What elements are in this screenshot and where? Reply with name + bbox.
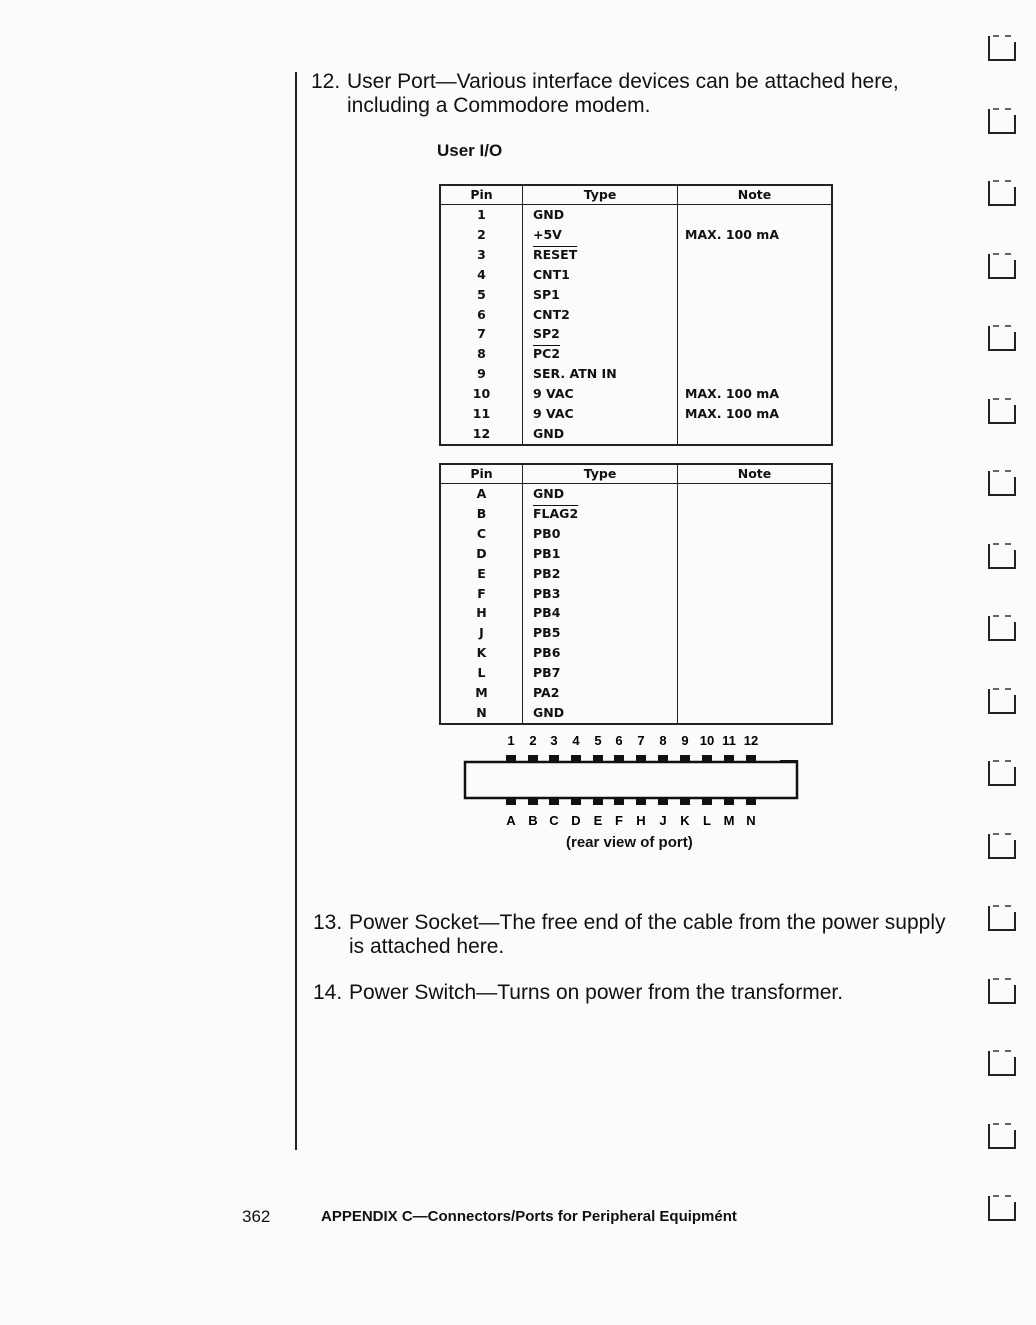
contact-top: [528, 755, 538, 763]
item-number: 12.: [311, 70, 341, 93]
type-cell: 9 VAC: [523, 384, 678, 404]
binder-hole: [985, 469, 1019, 501]
contact-top: [614, 755, 624, 763]
type-cell: +5V: [523, 225, 678, 245]
column-header-pin: Pin: [440, 185, 523, 205]
pin-label-bottom: F: [615, 813, 623, 828]
binder-hole: [985, 324, 1019, 356]
type-cell: PB7: [523, 663, 678, 683]
item-number: 13.: [313, 911, 343, 934]
type-cell: PB5: [523, 623, 678, 643]
column-header-note: Note: [678, 185, 833, 205]
contact-top: [571, 755, 581, 763]
contact-top: [506, 755, 516, 763]
contact-bottom: [746, 797, 756, 805]
contact-bottom: [658, 797, 668, 805]
type-cell: PC2: [523, 344, 678, 364]
pin-label-top: 12: [743, 733, 759, 748]
pin-cell: 8: [440, 344, 523, 364]
binder-hole: [985, 1194, 1019, 1226]
contact-top: [549, 755, 559, 763]
type-cell: PB0: [523, 524, 678, 544]
diagram-caption: (rear view of port): [566, 834, 693, 851]
pin-label-top: 7: [637, 733, 645, 748]
binder-hole: [985, 687, 1019, 719]
pin-cell: N: [440, 703, 523, 724]
note-cell: MAX. 100 mA: [685, 226, 779, 242]
list-item-13: [313, 911, 945, 959]
port-tab: [780, 760, 798, 763]
item-text-line2: is attached here.: [349, 935, 505, 958]
pin-cell: C: [440, 524, 523, 544]
binder-hole: [985, 904, 1019, 936]
item-text-line2: including a Commodore modem.: [347, 94, 651, 117]
contact-bottom: [636, 797, 646, 805]
binder-hole: [985, 252, 1019, 284]
pin-label-top: 11: [722, 733, 736, 748]
type-cell: FLAG2: [523, 504, 678, 524]
pin-cell: 6: [440, 305, 523, 325]
binder-hole: [985, 1049, 1019, 1081]
binder-hole: [985, 977, 1019, 1009]
pin-label-bottom: E: [593, 813, 603, 828]
type-cell: 9 VAC: [523, 404, 678, 424]
pin-label-bottom: L: [703, 813, 711, 828]
pin-cell: 5: [440, 285, 523, 305]
pin-cell: M: [440, 683, 523, 703]
pin-label-top: 2: [529, 733, 537, 748]
pin-cell: D: [440, 544, 523, 564]
pin-label-top: 4: [572, 733, 580, 748]
type-cell: RESET: [523, 245, 678, 265]
item-text-line1: User Port—Various interface devices can be attached here,: [347, 70, 899, 93]
binder-hole: [985, 179, 1019, 211]
note-cell: MAX. 100 mA: [685, 406, 779, 422]
contact-bottom: [528, 797, 538, 805]
type-cell: SER. ATN IN: [523, 364, 678, 384]
pin-label-top: 3: [550, 733, 558, 748]
binder-hole: [985, 397, 1019, 429]
list-item-14: [313, 981, 843, 1005]
type-cell: GND: [523, 205, 678, 225]
pin-cell: 10: [440, 384, 523, 404]
column-header-type: Type: [523, 185, 678, 205]
binder-hole: [985, 542, 1019, 574]
pin-label-bottom: N: [746, 813, 756, 828]
pin-label-bottom: M: [723, 813, 735, 828]
type-cell: SP2: [523, 324, 678, 344]
contact-bottom: [593, 797, 603, 805]
binder-hole: [985, 107, 1019, 139]
contact-top: [593, 755, 603, 763]
pin-cell: 9: [440, 364, 523, 384]
type-cell: GND: [523, 424, 678, 445]
contact-top: [724, 755, 734, 763]
item-number: 14.: [313, 981, 343, 1004]
pin-label-bottom: C: [549, 813, 559, 828]
pin-label-top: 10: [699, 733, 715, 748]
pin-cell: F: [440, 584, 523, 604]
column-header-type: Type: [523, 464, 678, 484]
pin-cell: 12: [440, 424, 523, 445]
section-heading: User I/O: [437, 141, 503, 160]
binder-hole: [985, 614, 1019, 646]
type-cell: PB1: [523, 544, 678, 564]
pin-cell: K: [440, 643, 523, 663]
pin-cell: 4: [440, 265, 523, 285]
item-text-line1: Power Socket—The free end of the cable from the power supply: [349, 911, 946, 934]
pin-cell: 11: [440, 404, 523, 424]
pin-label-bottom: H: [636, 813, 646, 828]
pin-cell: 1: [440, 205, 523, 225]
type-cell: GND: [523, 484, 678, 504]
contact-bottom: [680, 797, 690, 805]
pin-cell: B: [440, 504, 523, 524]
type-cell: PB4: [523, 603, 678, 623]
note-cell: MAX. 100 mA: [685, 386, 779, 402]
binder-hole: [985, 832, 1019, 864]
pin-cell: 2: [440, 225, 523, 245]
pin-label-bottom: D: [571, 813, 581, 828]
column-header-note: Note: [678, 464, 833, 484]
item-text-line1: Power Switch—Turns on power from the transformer.: [349, 981, 844, 1004]
pin-cell: 7: [440, 324, 523, 344]
contact-bottom: [614, 797, 624, 805]
contact-top: [746, 755, 756, 763]
pin-cell: E: [440, 564, 523, 584]
contact-top: [636, 755, 646, 763]
contact-bottom: [571, 797, 581, 805]
pin-cell: H: [440, 603, 523, 623]
port-outline: [465, 762, 797, 798]
pin-cell: 3: [440, 245, 523, 265]
type-cell: SP1: [523, 285, 678, 305]
pin-label-top: 6: [615, 733, 623, 748]
pin-label-top: 9: [681, 733, 689, 748]
pin-cell: A: [440, 484, 523, 504]
pin-label-bottom: K: [680, 813, 690, 828]
binder-hole: [985, 34, 1019, 66]
footer-title: APPENDIX C—Connectors/Ports for Peripheral Equipmént: [321, 1208, 737, 1225]
contact-bottom: [549, 797, 559, 805]
pin-label-bottom: B: [528, 813, 538, 828]
type-cell: PB3: [523, 584, 678, 604]
type-cell: CNT1: [523, 265, 678, 285]
contact-top: [702, 755, 712, 763]
type-cell: GND: [523, 703, 678, 724]
type-cell: PB6: [523, 643, 678, 663]
pin-label-bottom: A: [506, 813, 516, 828]
type-cell: PB2: [523, 564, 678, 584]
type-cell: PA2: [523, 683, 678, 703]
contact-top: [658, 755, 668, 763]
binder-hole: [985, 1122, 1019, 1154]
contact-bottom: [506, 797, 516, 805]
pin-cell: J: [440, 623, 523, 643]
pin-label-top: 1: [507, 733, 515, 748]
contact-top: [680, 755, 690, 763]
pin-label-bottom: J: [659, 813, 667, 828]
column-header-pin: Pin: [440, 464, 523, 484]
page-number: 362: [242, 1207, 271, 1226]
type-cell: CNT2: [523, 305, 678, 325]
pin-label-top: 5: [594, 733, 602, 748]
pin-cell: L: [440, 663, 523, 683]
contact-bottom: [724, 797, 734, 805]
binder-hole: [985, 759, 1019, 791]
pin-label-top: 8: [659, 733, 667, 748]
contact-bottom: [702, 797, 712, 805]
